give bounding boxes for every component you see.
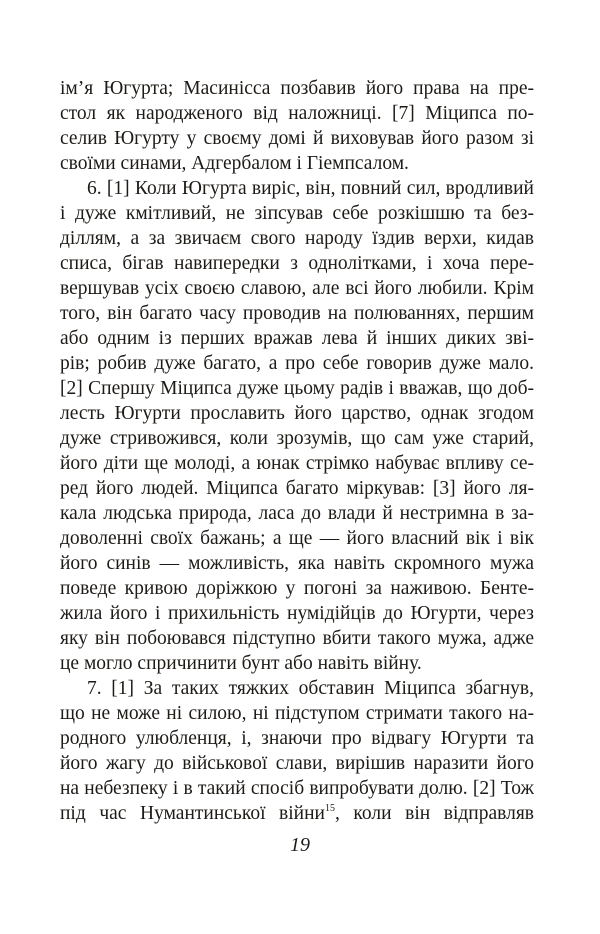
text-line: родного улюбленця, і, знаючи про відвагу Югурти та (60, 728, 534, 749)
text-line: дуже стривожився, коли зрозумів, що сам уже старий, (60, 428, 534, 449)
text-fragment: під час Нумантинської війни (60, 803, 325, 824)
page-number: 19 (290, 834, 310, 856)
text-line: на небезпеку і в такий спосіб випробувати долю. [2] Тож (60, 778, 534, 799)
text-line: або одним із перших вражав лева й інших диких зві- (60, 328, 534, 349)
text-line: жила його і прихильність нумідійців до Югурти, через (60, 603, 534, 624)
text-line: доволенні своїх бажань; а ще — його власний вік і вік (60, 528, 534, 549)
text-line: ред його людей. Міципса багато міркував: [3] його ля- (60, 478, 534, 499)
text-line: списа, бігав навипередки з однолітками, і хоча пере- (60, 253, 534, 274)
text-line: кала людська природа, ласа до влади й нестримна в за- (60, 503, 534, 524)
text-line: 7. [1] За таких тяжких обставин Міципса збагнув, (87, 678, 534, 699)
text-line: лесть Югурти прославить його царство, однак згодом (60, 403, 534, 424)
text-line: діллям, а за звичаєм свого народу їздив верхи, кидав (60, 228, 534, 249)
text-line: рів; робив дуже багато, а про себе говорив дуже мало. (60, 353, 534, 374)
text-line: стол як народженого від наложниці. [7] Міципса по- (60, 103, 534, 124)
text-line: селив Югурту у своєму домі й виховував його разом зі (60, 128, 534, 149)
text-line: своїми синами, Адгербалом і Гіемпсалом. (60, 153, 409, 174)
text-line: поведе кривою доріжкою у погоні за наживою. Бенте- (60, 578, 534, 599)
text-line: його синів — можливість, яка навіть скромного мужа (60, 553, 534, 574)
text-line: ім’я Югурта; Масинісса позбавив його права на пре- (60, 78, 534, 99)
text-line: яку він побоювався підступно вбити такого мужа, адже (60, 628, 534, 649)
text-line: його діти ще молоді, а юнак стрімко набуває впливу се- (60, 453, 534, 474)
text-line: це могло спричинити бунт або навіть війну. (60, 653, 422, 674)
footnote-marker[interactable]: 15 (324, 803, 335, 814)
text-line: [2] Спершу Міципса дуже цьому радів і вважав, що доб- (60, 378, 534, 399)
text-line: того, він багато часу проводив на полюваннях, першим (60, 303, 534, 324)
text-fragment: , коли він відправляв (334, 803, 534, 824)
text-line: 6. [1] Коли Югурта виріс, він, повний сил, вродливий (87, 178, 534, 199)
text-line: вершував усіх своєю славою, але всі його любили. Крім (60, 278, 534, 299)
text-line: його жагу до військової слави, вирішив наразити його (60, 753, 534, 774)
text-line (60, 802, 534, 826)
text-line: що не може ні силою, ні підступом стримати такого на- (60, 703, 534, 724)
text-line: і дуже кмітливий, не зіпсував себе розкішшю та без- (60, 203, 534, 224)
